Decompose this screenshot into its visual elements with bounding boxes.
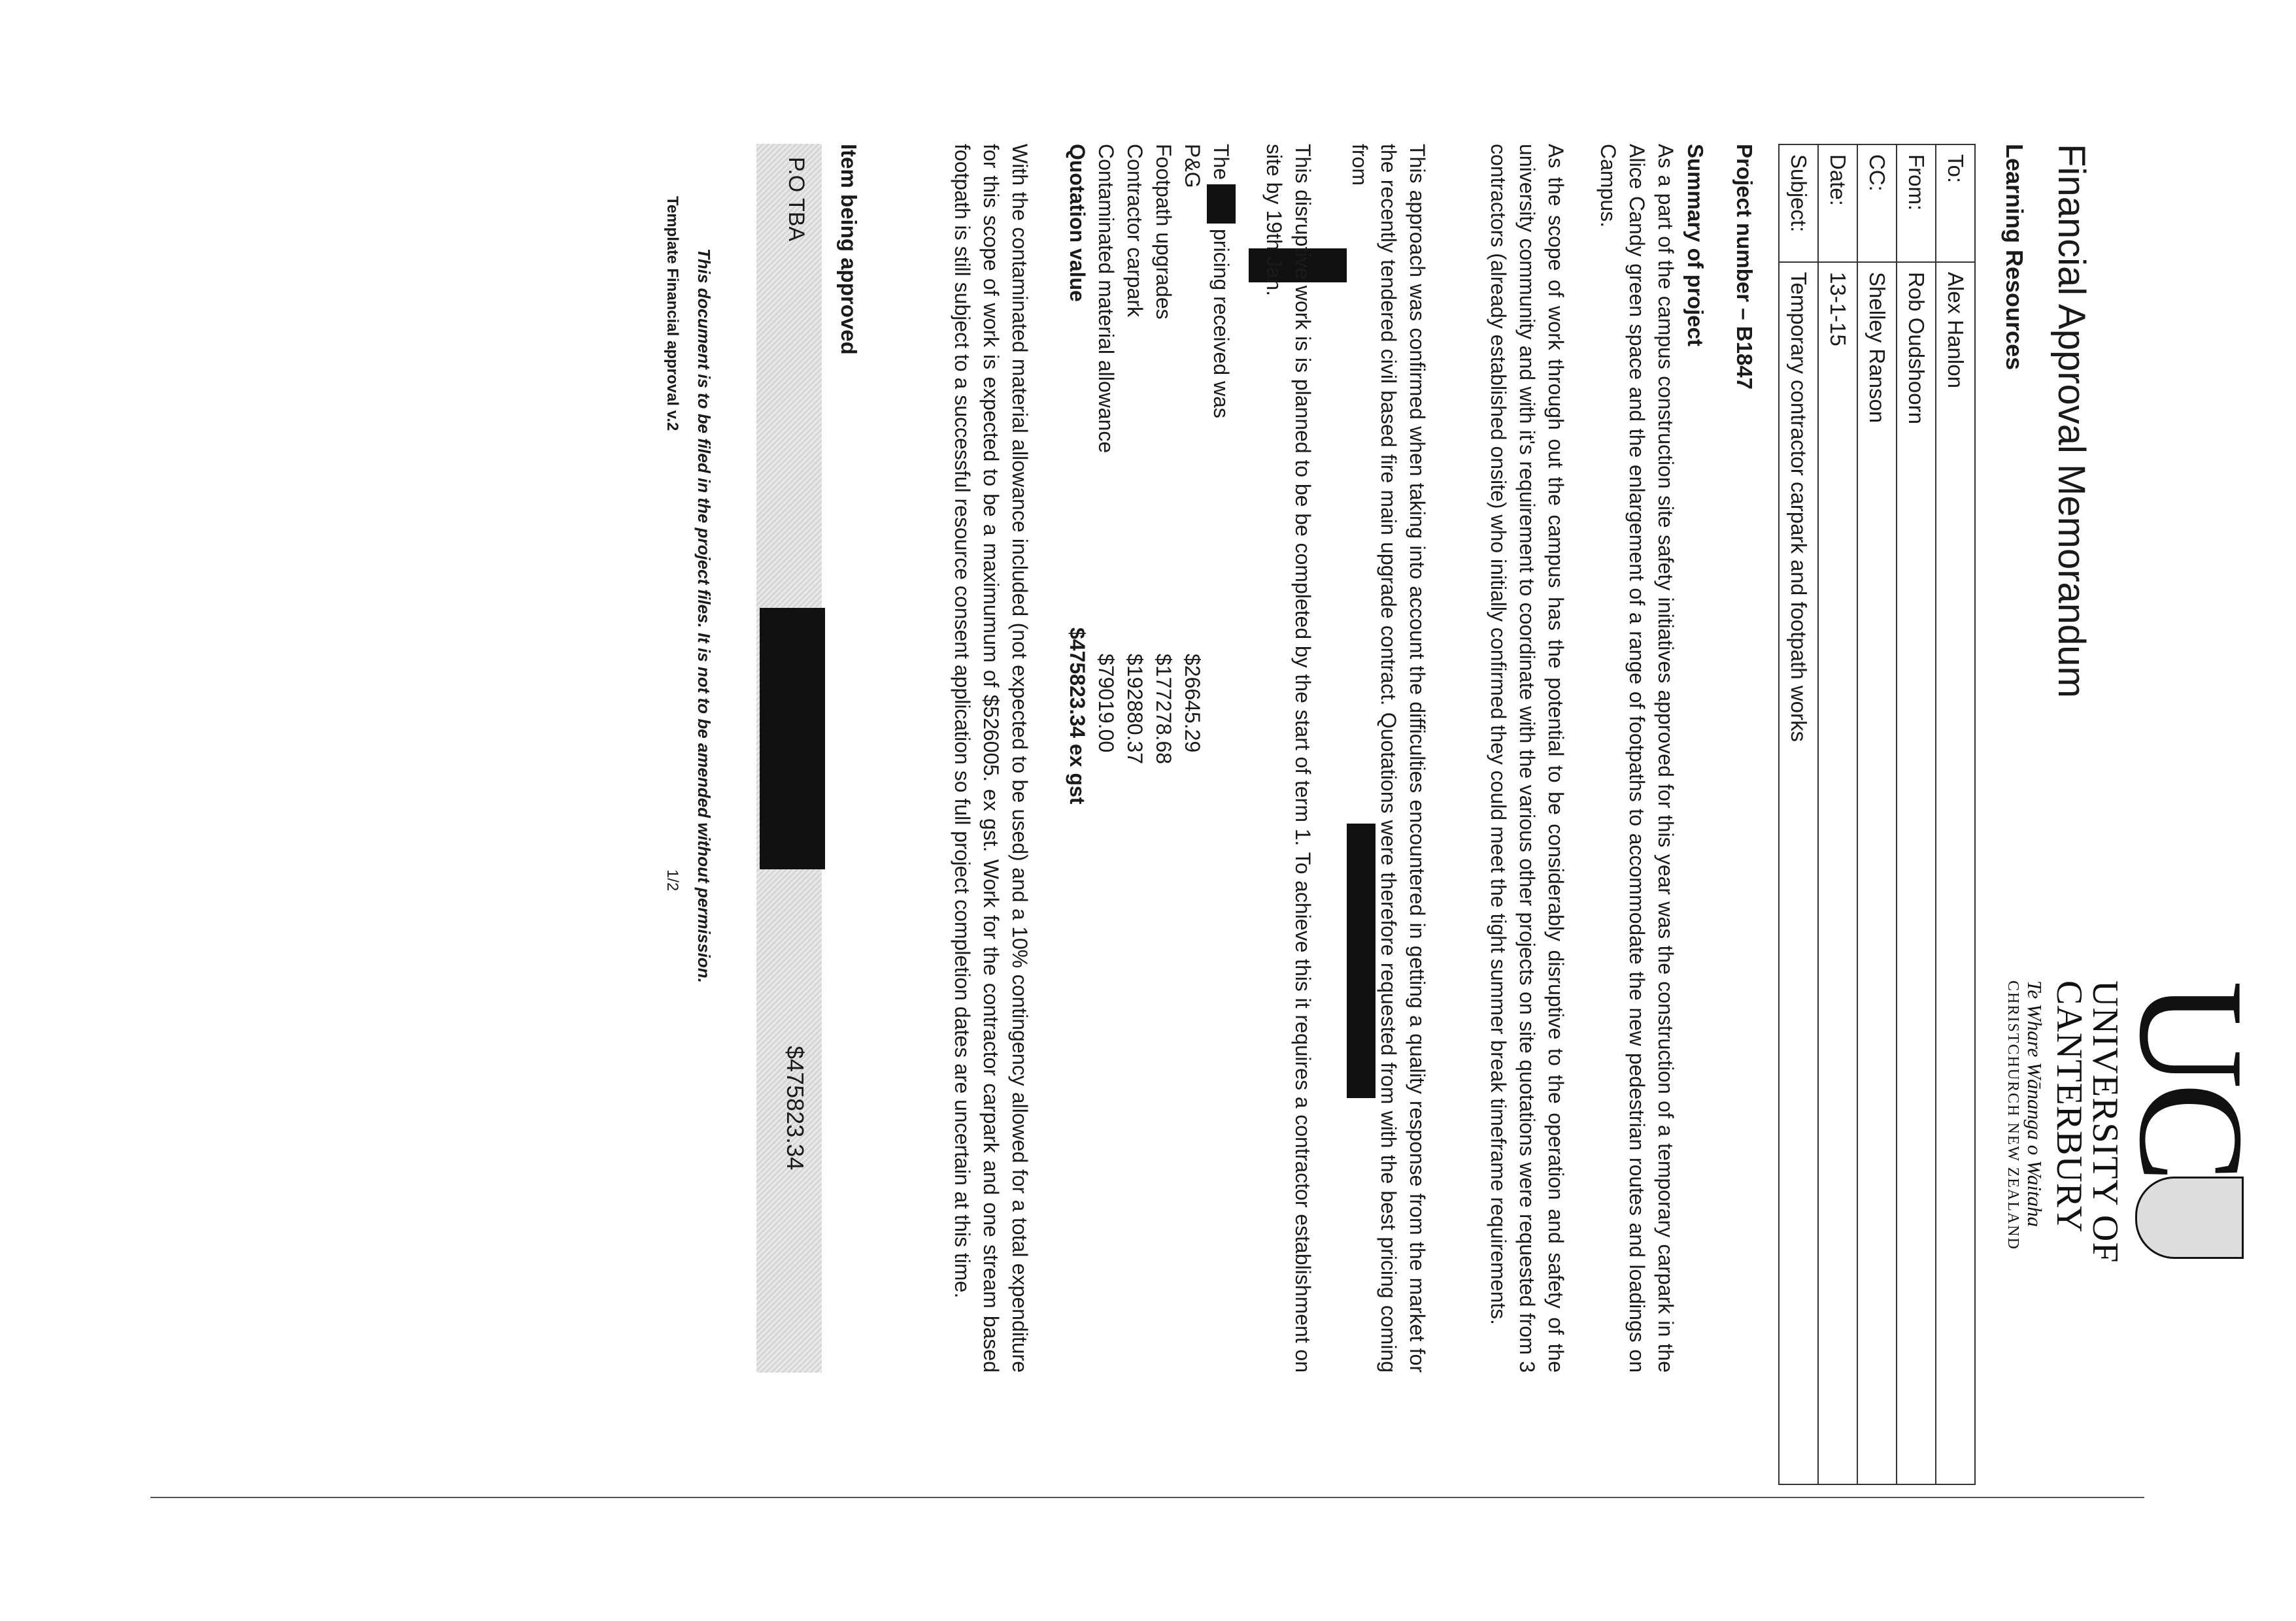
pricing-row	[1121, 144, 1149, 863]
crest-icon	[2135, 1177, 2244, 1259]
memo-label: To:	[1936, 144, 1975, 262]
logo-maori-name: Te Whare Wānanga o Waitaha	[2023, 980, 2046, 1228]
pricing-total-row	[1063, 144, 1092, 863]
memo-value: 13-1-15	[1818, 262, 1857, 1484]
redaction-block	[760, 608, 825, 869]
pricing-total-amount: $475823.34 ex gst	[1066, 627, 1089, 805]
memo-value: Temporary contractor carpark and footpath works	[1779, 262, 1818, 1484]
item-heading: Item being approved	[837, 144, 861, 355]
pricing-intro-the: The	[1209, 144, 1233, 180]
logo-city: CHRISTCHURCH NEW ZEALAND	[2004, 980, 2021, 1250]
pricing-label: P&G	[1181, 144, 1204, 188]
footer-note: This document is to be filed in the project files. It is not to be amended without permission.	[694, 248, 714, 983]
pricing-breakdown	[1063, 144, 1236, 863]
pricing-total-label: Quotation value	[1066, 144, 1089, 302]
pricing-amount: $177278.68	[1152, 654, 1175, 765]
memo-value: Shelley Ranson	[1857, 262, 1897, 1484]
pricing-row	[1092, 144, 1121, 863]
memo-row-to	[1936, 144, 1975, 1484]
scan-edge-line	[150, 1497, 2144, 1498]
pricing-intro	[1207, 144, 1236, 863]
memo-label: Subject:	[1779, 144, 1818, 262]
memo-value: Alex Hanlon	[1936, 262, 1975, 1484]
paragraph-contingency: With the contaminated material allowance included (not expected to be used) and a 10% contingency allowed for a total expenditure for this scope of work is expected to be a maximumum of $526005. ex gst. Work for the contractor carpark and one stream based footpath is still subject to a successful resource consent application so full project completion dates are uncertain at this time.	[951, 144, 1032, 1373]
pricing-label: Footpath upgrades	[1152, 144, 1175, 320]
memo-label: Date:	[1818, 144, 1857, 262]
paragraph-summary: As a part of the campus construction site safety initiatives approved for this year was the construction of a temporary carpark in the Alice Candy green space and the enlargement of a range of footpaths to accommodate the new pedestrian routes and loadings on Campus.	[1596, 144, 1678, 1373]
logo-line1: UNIVERSITY OF	[2085, 980, 2125, 1263]
memo-row-date	[1818, 144, 1857, 1484]
pricing-amount: $192880.37	[1123, 654, 1147, 765]
redaction-block	[1347, 824, 1376, 1098]
memo-row-cc	[1857, 144, 1897, 1484]
pricing-intro-text: pricing received was	[1209, 229, 1233, 418]
university-logo	[1982, 980, 2275, 1569]
page-number: 1/2	[664, 869, 681, 892]
memo-row-from	[1897, 144, 1936, 1484]
po-number: P.O TBA	[784, 157, 809, 242]
memo-label: CC:	[1857, 144, 1897, 262]
pricing-row	[1178, 144, 1207, 863]
approved-amount: $475823.34	[782, 1046, 809, 1171]
redaction-block	[1207, 184, 1236, 224]
pricing-row	[1149, 144, 1178, 863]
project-number: Project number – B1847	[1732, 144, 1757, 390]
logo-line2: CANTERBURY	[2049, 980, 2089, 1233]
pricing-amount: $79019.00	[1094, 654, 1118, 753]
department-name: Learning Resources	[2001, 144, 2028, 371]
pricing-label: Contaminated material allowance	[1094, 144, 1118, 454]
page-title: Financial Approval Memorandum	[2050, 144, 2093, 698]
paragraph-approach: This approach was confirmed when taking into account the difficulties encountered in getting a quality response from the market for the recently tendered civil based fire main upgrade contract. Quotations were therefore requested from with the best pricing coming from	[1348, 144, 1429, 1373]
paragraph-scope: As the scope of work through out the campus has the potential to be considerably disruptive to the operation and safety of the university community and with it's requirement to coordinate with the various other projects on site quotations were requested from 3 contractors (already established onsite) who initially confirmed they could meet the tight summer break timeframe requirements.	[1487, 144, 1568, 1373]
footer-template: Template Financial approval v.2	[664, 196, 681, 431]
memo-value: Rob Oudshoorn	[1897, 262, 1936, 1484]
summary-heading: Summary of project	[1683, 144, 1708, 346]
memo-label: From:	[1897, 144, 1936, 262]
paragraph-timeline: This disruptive work is is planned to be be completed by the start of term 1. To achieve this it requires a contractor establishment on site by 19th Jan.	[1262, 144, 1315, 1373]
memo-header-table	[1778, 144, 1976, 1485]
memo-row-subject	[1779, 144, 1818, 1484]
pricing-amount: $26645.29	[1181, 654, 1204, 753]
uc-monogram: UC	[2108, 980, 2275, 1177]
pricing-label: Contractor carpark	[1123, 144, 1147, 317]
